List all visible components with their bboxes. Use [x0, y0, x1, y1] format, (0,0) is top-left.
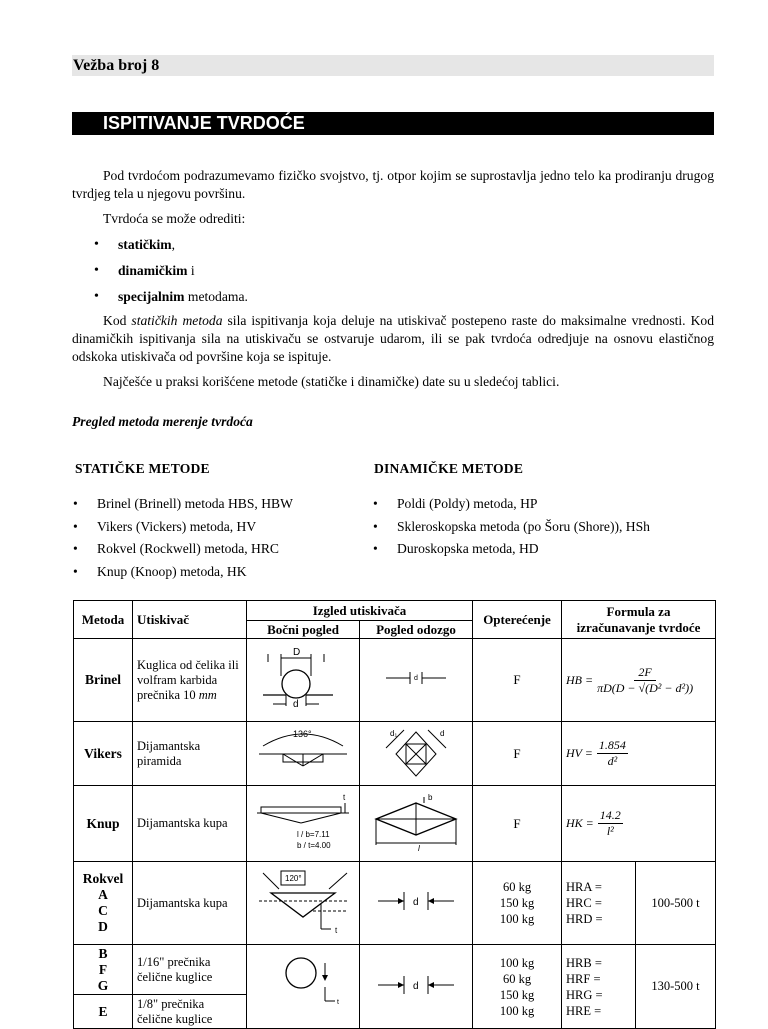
list-item: • Rokvel (Rockwell) metoda, HRC	[72, 540, 293, 563]
svg-text:b / t=4.00: b / t=4.00	[297, 840, 331, 850]
indenter-description: Dijamantska kupa	[133, 786, 247, 862]
indenter-description: 1/16" prečnika čelične kuglice	[133, 945, 247, 995]
load-value: F	[473, 722, 562, 786]
method-name: Brinel	[74, 639, 133, 722]
intro-paragraph: Pod tvrdoćom podrazumevamo fizičko svojstvo, tj. otpor kojim se suprostavlja jedno telo ka prodiranju drugog tvrdjeg tela u njegovu površinu.	[72, 168, 714, 201]
method-name: Knup	[74, 786, 133, 862]
svg-text:t: t	[337, 998, 339, 1006]
dynamic-methods-title: DINAMIČKE METODE	[374, 461, 524, 476]
indenter-description: Dijamantska kupa	[133, 862, 247, 945]
rokvel-side-diagram	[247, 862, 360, 945]
header-appearance: Izgled utiskivača	[247, 601, 473, 621]
svg-text:t: t	[343, 792, 346, 802]
method-name: Vikers	[74, 722, 133, 786]
hardness-range: 130-500 t	[636, 945, 716, 1029]
hardness-range: 100-500 t	[636, 862, 716, 945]
load-value: F	[473, 786, 562, 862]
indenter-description: 1/8" prečnika čelične kuglice	[133, 995, 247, 1029]
method-scales: E	[74, 995, 133, 1029]
indenter-description: Kuglica od čelika ili volfram karbida prečnika 10 mm	[133, 639, 247, 722]
method-scales: B F G	[74, 945, 133, 995]
svg-text:136°: 136°	[293, 728, 312, 739]
header-side-view: Bočni pogled	[247, 621, 360, 639]
table-row	[74, 639, 716, 722]
rokvel-ball-top-diagram	[360, 945, 473, 1029]
hardness-codes: HRA = HRC = HRD =	[562, 862, 636, 945]
rokvel-ball-side-diagram	[247, 945, 360, 1029]
svg-text:D: D	[293, 647, 301, 658]
overview-heading: Pregled metoda merenje tvrdoća	[72, 414, 253, 429]
hardness-methods-table	[73, 600, 716, 1029]
method-name: Rokvel A C D	[74, 862, 133, 945]
svg-text:d₁: d₁	[390, 728, 398, 738]
svg-text:120°: 120°	[285, 874, 302, 883]
load-value: F	[473, 639, 562, 722]
header-load: Opterećenje	[473, 601, 562, 639]
load-values: 60 kg 150 kg 100 kg	[473, 862, 562, 945]
brinel-top-diagram	[360, 639, 473, 722]
knup-top-diagram	[360, 786, 473, 862]
header-method: Metoda	[74, 601, 133, 639]
svg-text:b: b	[428, 792, 433, 802]
svg-text:d: d	[413, 980, 419, 992]
header-indenter: Utiskivač	[133, 601, 247, 639]
list-item: • Duroskopska metoda, HD	[372, 540, 650, 563]
svg-text:l: l	[418, 843, 420, 853]
list-item: • Brinel (Brinell) metoda HBS, HBW	[72, 495, 293, 518]
vikers-side-diagram	[247, 722, 360, 786]
formula: HK = $\frac{14.2}{\text{l²}}$	[562, 786, 716, 862]
svg-text:d: d	[293, 699, 299, 710]
dynamic-methods-list	[372, 495, 650, 563]
static-methods-title: STATIČKE METODE	[75, 461, 210, 476]
static-methods-paragraph: Kod statičkih metoda sila ispitivanja koja deluje na utiskivač postepeno raste do maksimalne vrednosti. Kod dinamičkih ispitivanja sila na utiskivaču se ostvaruje udarom, ili se pak tvrdoća odredjuje na osnovu elastičnog odskoka utiskivača od površine koja se ispituje.	[72, 313, 714, 364]
svg-text:d: d	[413, 897, 419, 908]
static-methods-list	[72, 495, 293, 585]
rokvel-top-diagram	[360, 862, 473, 945]
knup-side-diagram	[247, 786, 360, 862]
indenter-description: Dijamantska piramida	[133, 722, 247, 786]
svg-text:l / b=7.11: l / b=7.11	[297, 829, 330, 839]
table-row	[74, 945, 716, 995]
hardness-determination-lead: Tvrdoća se može odrediti:	[103, 211, 246, 226]
document-title: ISPITIVANJE TVRDOĆE	[72, 112, 714, 135]
formula: HV = $\frac{1.854}{\text{d²}}$	[562, 722, 716, 786]
list-item: • Skleroskopska metoda (po Šoru (Shore)), HSh	[372, 518, 650, 541]
svg-text:d: d	[440, 728, 445, 738]
list-item: • Vikers (Vickers) metoda, HV	[72, 518, 293, 541]
brinel-side-diagram	[247, 639, 360, 722]
formula: HB = $\frac{2F}{\text{πD(D − √(D² − d²))}}$	[562, 639, 716, 722]
hardness-codes: HRB = HRF = HRG = HRE =	[562, 945, 636, 1029]
header-top-view: Pogled odozgo	[360, 621, 473, 639]
methods-table-intro: Najčešće u praksi korišćene metode (statičke i dinamičke) date su u sledećoj tablici.	[103, 374, 560, 389]
exercise-number-bar: Vežba broj 8	[72, 55, 714, 76]
list-item: • Poldi (Poldy) metoda, HP	[372, 495, 650, 518]
vikers-top-diagram	[360, 722, 473, 786]
header-formula: Formula za izračunavanje tvrdoće	[562, 601, 716, 639]
table-row	[74, 722, 716, 786]
load-values: 100 kg 60 kg 150 kg 100 kg	[473, 945, 562, 1029]
svg-text:d: d	[414, 675, 418, 682]
table-row	[74, 862, 716, 945]
table-row	[74, 786, 716, 862]
list-item: • Knup (Knoop) metoda, HK	[72, 563, 293, 586]
svg-text:t: t	[335, 926, 338, 935]
